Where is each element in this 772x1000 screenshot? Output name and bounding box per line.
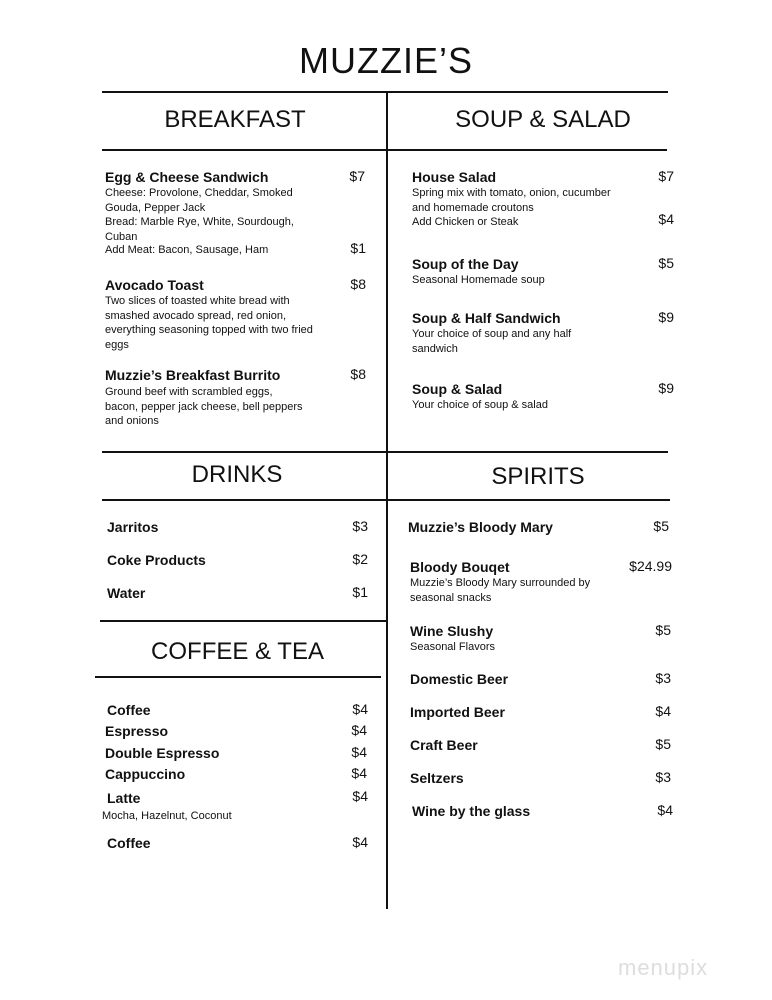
- item-price: $4: [352, 834, 368, 850]
- item-name: Muzzie’s Bloody Mary: [408, 519, 553, 535]
- item-name: Muzzie’s Breakfast Burrito: [105, 367, 281, 383]
- item-name: Water: [107, 585, 146, 601]
- item-price: $1: [352, 584, 368, 600]
- spirits-heading: SPIRITS: [491, 463, 585, 490]
- item-price: $4: [655, 703, 671, 719]
- drinks-heading: DRINKS: [191, 461, 283, 488]
- addon-price: $1: [350, 240, 366, 256]
- item-name: Soup & Salad: [412, 381, 503, 397]
- item-name: Cappuccino: [105, 766, 186, 782]
- item-name: Coke Products: [107, 552, 206, 568]
- item-price: $2: [352, 551, 368, 567]
- item-description: Mocha, Hazelnut, Coconut: [102, 810, 232, 822]
- item-name: Coffee: [107, 702, 151, 718]
- divider: [102, 499, 387, 501]
- item-description: Muzzie’s Bloody Mary surrounded by seasonal snacks: [410, 577, 591, 604]
- item-price: $4: [352, 788, 368, 804]
- item-price: $7: [349, 168, 365, 184]
- item-name: Egg & Cheese Sandwich: [105, 169, 269, 185]
- item-name: Double Espresso: [105, 745, 220, 761]
- item-price: $24.99: [629, 558, 672, 574]
- divider: [387, 499, 670, 501]
- item-price: $4: [351, 722, 367, 738]
- item-description: Cheese: Provolone, Cheddar, Smoked Gouda, Pepper Jack Bread: Marble Rye, White, Sourdough, Cuban: [105, 187, 294, 243]
- item-name: Wine by the glass: [412, 803, 531, 819]
- item-price: $5: [655, 736, 671, 752]
- item-name: Latte: [107, 790, 141, 806]
- soup-salad-heading: SOUP & SALAD: [455, 106, 631, 133]
- item-price: $7: [658, 168, 674, 184]
- item-name: Craft Beer: [410, 737, 478, 753]
- divider: [95, 676, 381, 678]
- item-price: $3: [655, 769, 671, 785]
- item-price: $9: [658, 309, 674, 325]
- item-description: Seasonal Flavors: [410, 641, 495, 653]
- divider: [387, 451, 668, 453]
- item-description: Spring mix with tomato, onion, cucumber and homemade croutons: [412, 187, 611, 214]
- item-name: Domestic Beer: [410, 671, 509, 687]
- item-description: Two slices of toasted white bread with smashed avocado spread, red onion, everything seasoning topped with two fried eggs: [105, 295, 313, 351]
- coffee-tea-heading: COFFEE & TEA: [151, 638, 324, 665]
- item-description: Your choice of soup and any half sandwich: [412, 328, 572, 355]
- restaurant-title: MUZZIE’S: [299, 40, 473, 81]
- item-price: $9: [658, 380, 674, 396]
- divider: [102, 149, 387, 151]
- item-price: $3: [352, 518, 368, 534]
- item-price: $4: [352, 701, 368, 717]
- divider: [102, 451, 387, 453]
- item-price: $8: [350, 366, 366, 382]
- divider: [102, 91, 668, 93]
- item-name: Coffee: [107, 835, 151, 851]
- item-price: $4: [657, 802, 673, 818]
- item-price: $4: [351, 765, 367, 781]
- item-price: $8: [350, 276, 366, 292]
- item-price: $5: [658, 255, 674, 271]
- item-name: House Salad: [412, 169, 497, 185]
- item-name: Wine Slushy: [410, 623, 494, 639]
- item-description: Seasonal Homemade soup: [412, 274, 545, 286]
- item-name: Espresso: [105, 723, 169, 739]
- addon-price: $4: [658, 211, 674, 227]
- item-price: $5: [653, 518, 669, 534]
- item-name: Jarritos: [107, 519, 159, 535]
- watermark-logo: menupix: [618, 955, 709, 980]
- item-description: Your choice of soup & salad: [412, 399, 548, 411]
- item-name: Soup & Half Sandwich: [412, 310, 561, 326]
- breakfast-heading: BREAKFAST: [164, 106, 306, 133]
- item-price: $4: [351, 744, 367, 760]
- divider: [100, 620, 387, 622]
- item-addon: Add Chicken or Steak: [412, 216, 519, 228]
- item-price: $5: [655, 622, 671, 638]
- item-price: $3: [655, 670, 671, 686]
- item-name: Seltzers: [410, 770, 464, 786]
- item-description: Ground beef with scrambled eggs, bacon, pepper jack cheese, bell peppers and onions: [105, 386, 303, 427]
- item-name: Bloody Bouqet: [410, 559, 510, 575]
- item-addon: Add Meat: Bacon, Sausage, Ham: [105, 244, 269, 256]
- item-name: Soup of the Day: [412, 256, 519, 272]
- item-name: Avocado Toast: [105, 277, 204, 293]
- divider: [387, 149, 667, 151]
- item-name: Imported Beer: [410, 704, 505, 720]
